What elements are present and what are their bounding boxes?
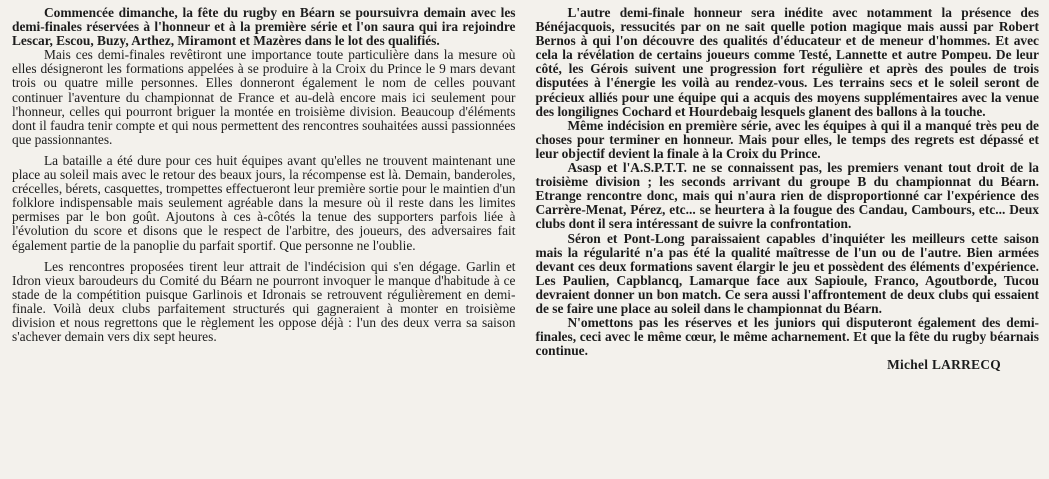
paragraph-semifinals-importance: Mais ces demi-finales revêtiront une importance toute particulière dans la mesure où elles désigneront les formations appelées à se produire à la Croix du Prince le 9 mars devant trois ou quatre mille personnes. Elles donneront également le nom de celles pouvant continuer l'aventure du championnat de France et au-delà encore mais ici seulement pour l'honneur, celles qui pourront briguer la montée en troisième division. Beaucoup d'éléments dont il faudra tenir compte et qui nous permettent des rencontres souhaitées aussi passionnées que passionnantes. bbox=[12, 47, 516, 147]
paragraph-seron-pontlong: Séron et Pont-Long paraissaient capables d'inquiéter les meilleurs cette saison mais la régularité n'a pas été la qualité maîtresse de l'un ou de l'autre. Bien armées devant ces deux formations savent élargir le jeu et possèdent des éléments d'expérience. Les Paulien, Capblancq, Lamarque face aux Sapioule, Franco, Agoutborde, Tucou devraient donner un bon match. Ce sera aussi l'affrontement de deux clubs qui essaient de se faire une place au soleil dans le championnat du Béarn. bbox=[535, 230, 1039, 316]
paragraph-supporters: La bataille a été dure pour ces huit équipes avant qu'elles ne trouvent maintenant une place au soleil mais avec le retour des beaux jours, la récompense est là. Demain, banderoles, crécelles, bérets, casquettes, trompettes effectueront leur première sortie pour le maintien d'un folklore indispensable mais seulement agréable dans la mesure où il reste dans les limites permises par le bon goût. Ajoutons à ces à-côtés la tenue des supporters parfois liée à l'évolution du score et disons que le respect de l'arbitre, des joueurs, des adversaires fait également partie de la panoplie du parfait sportif. Que personne ne l'oublie. bbox=[12, 152, 516, 253]
right-column bbox=[536, 6, 1040, 479]
author-signature: Michel LARRECQ bbox=[887, 357, 1001, 373]
paragraph-honneur-semifinal: L'autre demi-finale honneur sera inédite avec notamment la présence des Bénéjacquois, ressucités par on ne sait quelle potion magique mais aussi par Robert Bernos à qui l'on découvre des qualités d'éducateur et de meneur d'hommes. Et avec cela la révélation de certains joueurs comme Testé, Lannette et autre Pompeu. De leur côté, les Gérois suivent une progression fort régulière et après des poules de trois disputées à l'énergie les voilà au rendez-vous. Les terrains secs et le soleil seront de précieux alliés pour une équipe qui a acquis des moyens supplémentaires avec la venue des longilignes Cochard et Hourdebaig lesquels glanent des ballons à la touche. bbox=[535, 5, 1039, 119]
paragraph-asasp-asptt: Asasp et l'A.S.P.T.T. ne se connaissent pas, les premiers venant tout droit de la troisième division ; les seconds arrivant du groupe B du championnat du Béarn. Etrange rencontre donc, mais qui n'aura rien de disproportionné car l'expérience des Carrère-Menat, Pérez, etc... se heurtera à la fougue des Candau, Cambours, etc... Deux clubs dont il sera intéressant de suivre la confrontation. bbox=[535, 160, 1039, 232]
paragraph-premiere-serie: Même indécision en première série, avec les équipes à qui il a manqué très peu de choses pour terminer en honneur. Mais pour elles, le temps des regrets est dépassé et leur objectif devient la finale à la Croix du Prince. bbox=[535, 117, 1039, 161]
paragraph-reserves-juniors: N'omettons pas les réserves et les juniors qui disputeront également des demi-finales, ceci avec le même cœur, le même acharnement. Et que la fête du rugby béarnais continue. bbox=[535, 315, 1039, 359]
paragraph-intro: Commencée dimanche, la fête du rugby en Béarn se poursuivra demain avec les demi-finales réservées à l'honneur et à la première série et l'on saura qui ira rejoindre Lescar, Escou, Buzy, Arthez, Miramont et Mazères dans le lot des qualifiés. bbox=[12, 5, 516, 49]
left-column bbox=[12, 6, 516, 479]
paragraph-garlin-idron: Les rencontres proposées tirent leur attrait de l'indécision qui s'en dégage. Garlin et Idron vieux baroudeurs du Comité du Béarn ne pourront invoquer le manque d'habitude à ce stade de la compétition puisque Garlinois et Idronais se retrouvent régulièrement en demi-finale. Voilà deux clubs parfaitement structurés qui gagneraient à monter en troisième division et nous regrettons que le règlement les oppose déjà : l'un des deux verra sa saison s'achever demain vers dix sept heures. bbox=[12, 258, 516, 345]
